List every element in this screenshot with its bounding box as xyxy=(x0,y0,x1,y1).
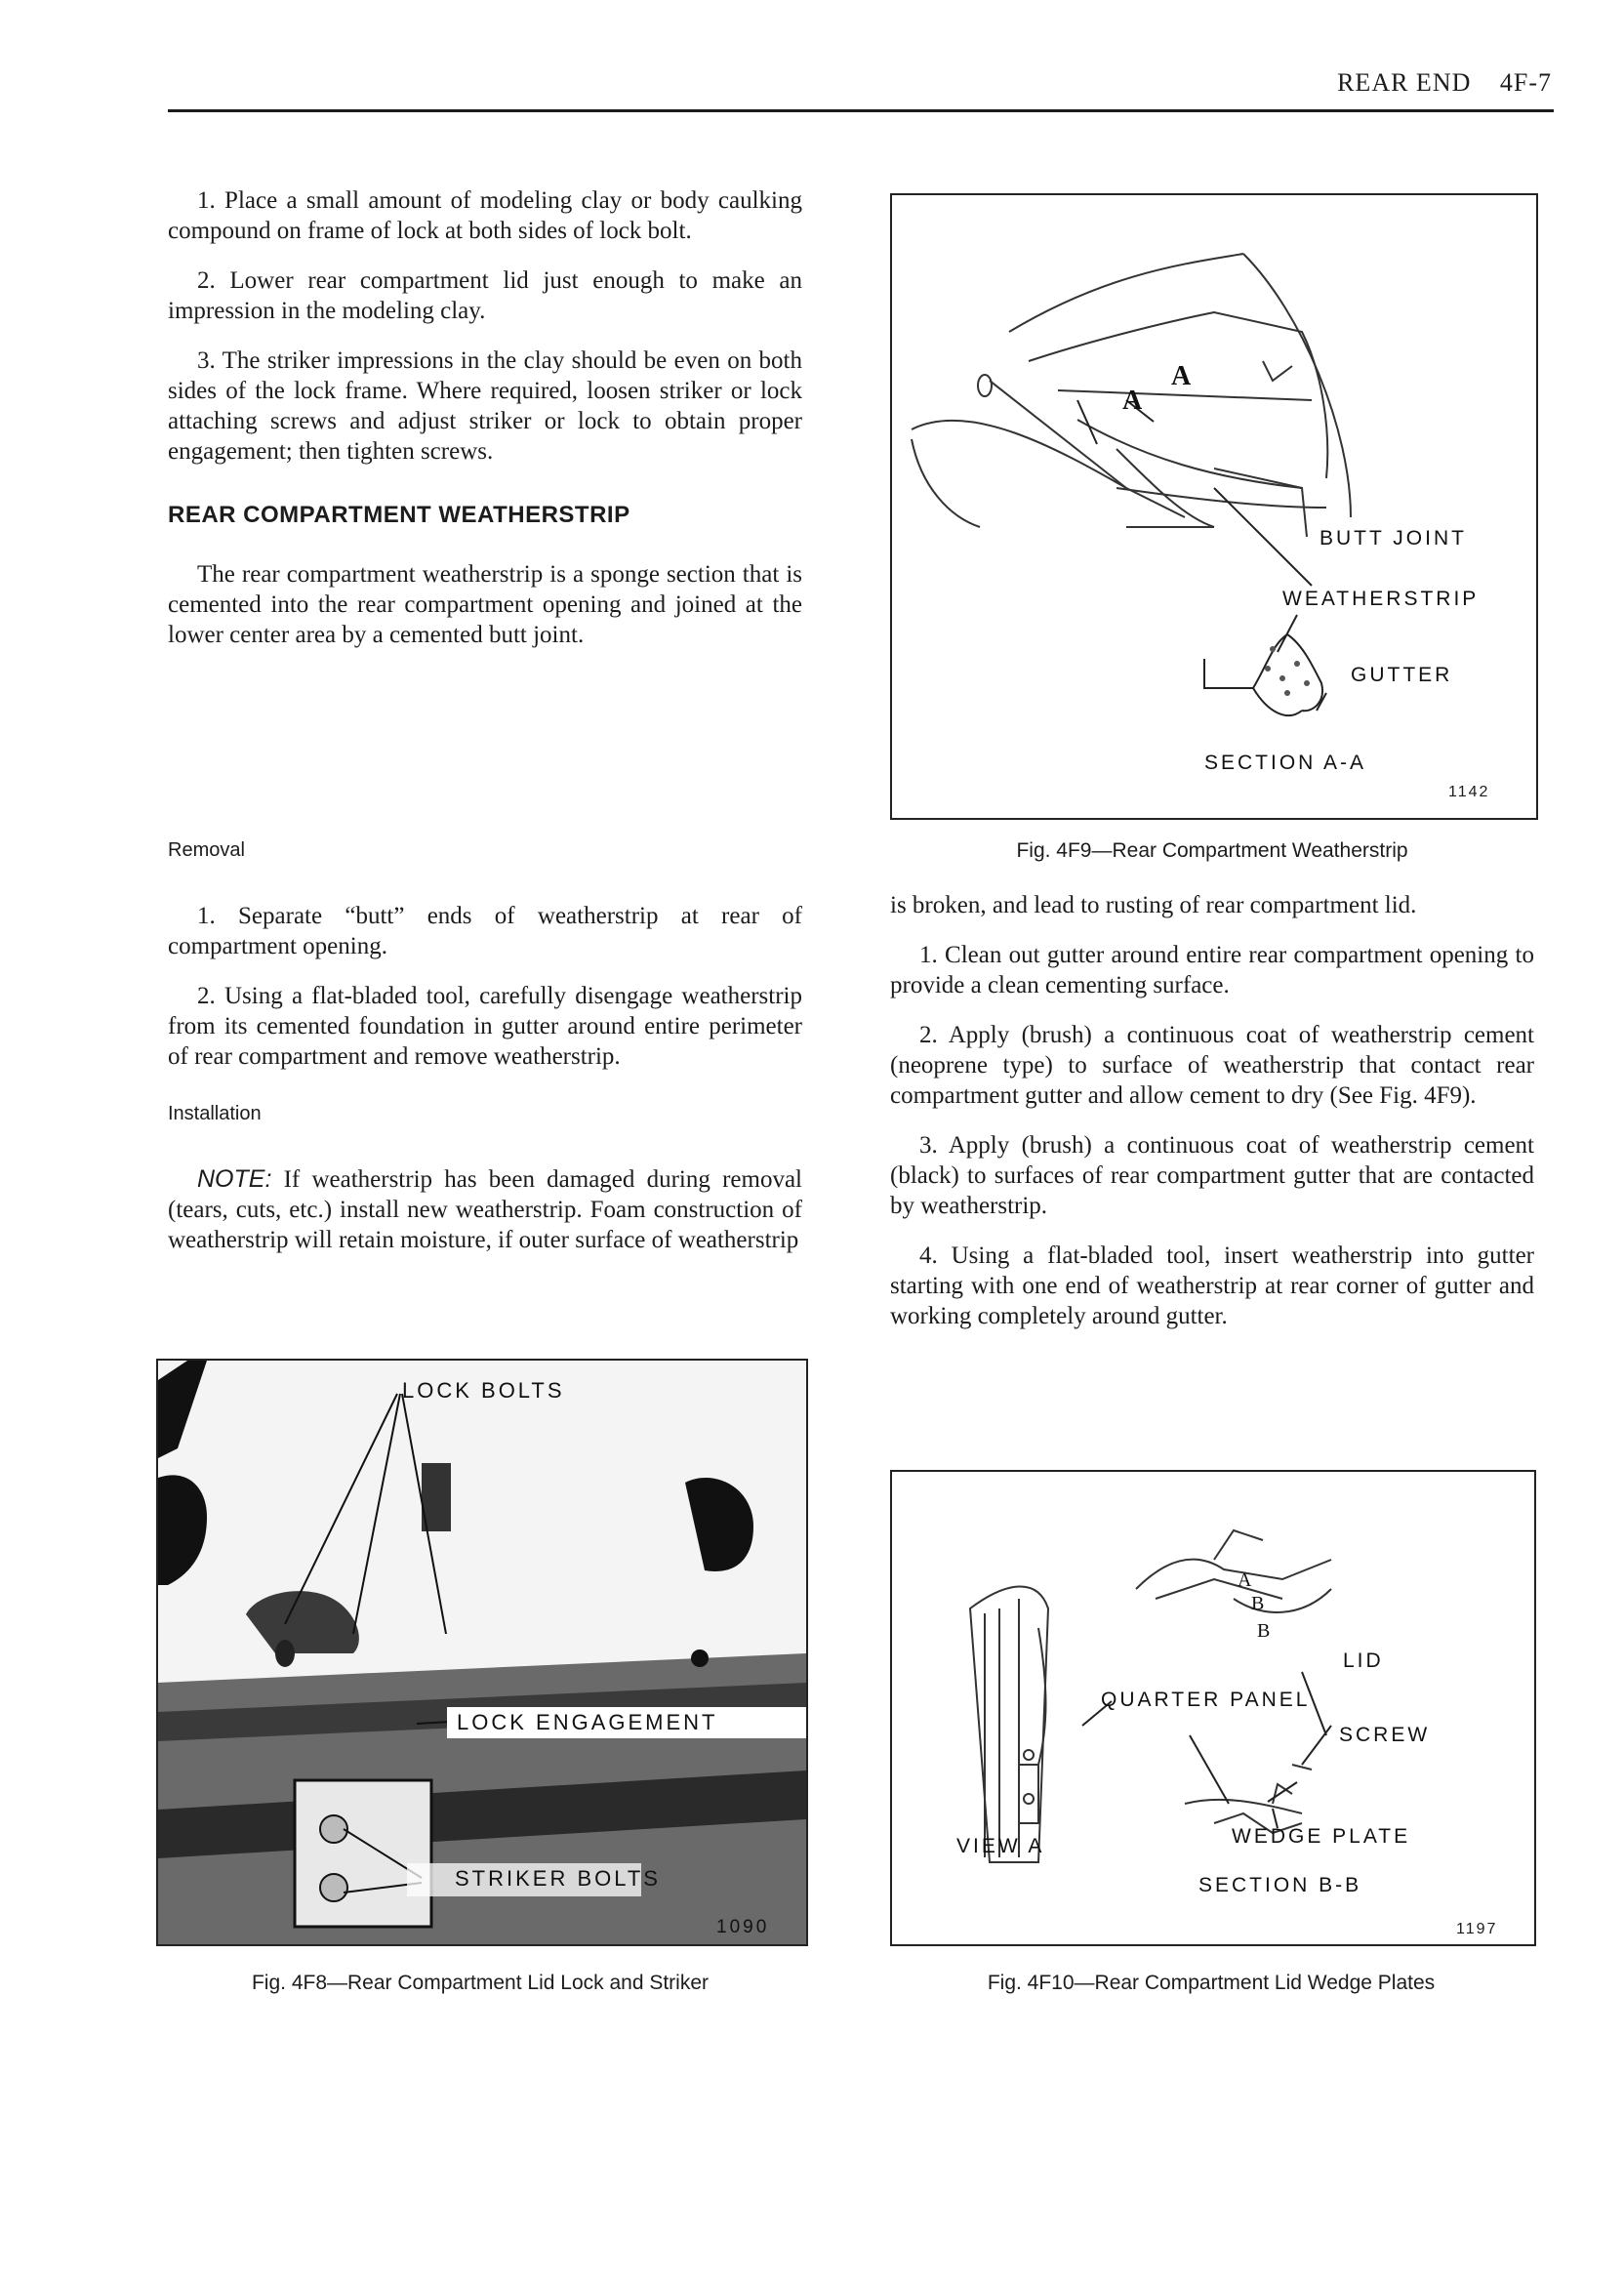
label-section-a-a: SECTION A-A xyxy=(1204,752,1367,774)
figure-number-1142: 1142 xyxy=(1448,784,1490,800)
label-butt-joint: BUTT JOINT xyxy=(1320,527,1467,550)
install-step-2: 2. Apply (brush) a continuous coat of weatherstrip cement (neoprene type) to surface of weatherstrip that contact rear compartment gutter and allow cement to dry (See Fig. 4F9). xyxy=(890,1022,1534,1109)
removal-step-2: 2. Using a flat-bladed tool, carefully disengage weatherstrip from its cemented foundation in gutter around entire perimeter of rear compartment and remove weatherstrip. xyxy=(168,983,802,1070)
left-column-middle xyxy=(168,835,802,1275)
label-lid: LID xyxy=(1343,1649,1384,1672)
note-label: NOTE: xyxy=(197,1165,272,1193)
label-weatherstrip: WEATHERSTRIP xyxy=(1282,588,1480,610)
intro-step-3: 3. The striker impressions in the clay should be even on both sides of the lock frame. Where required, loosen striker or lock attaching screws and adjust striker or lock to obtain proper engagement; then tighten screws. xyxy=(168,347,802,465)
caption-fig-4f9: Fig. 4F9—Rear Compartment Weatherstrip xyxy=(1016,839,1408,862)
label-wedge-plate: WEDGE PLATE xyxy=(1232,1825,1411,1848)
label-b-upper: B xyxy=(1251,1593,1265,1614)
label-a-view: A xyxy=(1238,1569,1252,1591)
figure-number-1090: 1090 xyxy=(716,1917,770,1937)
intro-step-1: 1. Place a small amount of modeling clay or body caulking compound on frame of lock at both sides of lock bolt. xyxy=(168,187,802,244)
continued-paragraph: is broken, and lead to rusting of rear compartment lid. xyxy=(890,892,1417,918)
left-column-top xyxy=(168,185,802,670)
running-header xyxy=(1259,68,1552,98)
caption-fig-4f8: Fig. 4F8—Rear Compartment Lid Lock and Striker xyxy=(251,1972,710,1994)
section-heading: REAR COMPARTMENT WEATHERSTRIP xyxy=(168,502,630,528)
caption-fig-4f10: Fig. 4F10—Rear Compartment Lid Wedge Plates xyxy=(987,1972,1436,1994)
label-a-left: A xyxy=(1122,386,1146,416)
label-a-right: A xyxy=(1171,361,1195,391)
label-section-b-b: SECTION B-B xyxy=(1198,1874,1362,1896)
header-page-number: 4F-7 xyxy=(1499,68,1552,97)
trunk-weatherstrip-drawing xyxy=(892,195,1536,818)
label-lock-engagement: LOCK ENGAGEMENT xyxy=(457,1710,718,1734)
section-paragraph: The rear compartment weatherstrip is a sponge section that is cemented into the rear compartment opening and joined at the lower center area by a cemented butt joint. xyxy=(168,561,802,648)
figure-4f9 xyxy=(890,193,1538,820)
label-b-lower: B xyxy=(1257,1620,1271,1642)
figure-4f10 xyxy=(890,1470,1536,1946)
figure-number-1197: 1197 xyxy=(1456,1921,1498,1937)
note-text: If weatherstrip has been damaged during removal (tears, cuts, etc.) install new weatherstrip. Foam construction of weatherstrip will retain moisture, if outer surface of weatherstrip xyxy=(168,1166,802,1253)
right-column xyxy=(890,890,1534,1351)
label-gutter: GUTTER xyxy=(1351,664,1453,686)
install-step-3: 3. Apply (brush) a continuous coat of weatherstrip cement (black) to surfaces of rear compartment gutter that are contacted by weatherstrip. xyxy=(890,1132,1534,1219)
label-quarter-panel: QUARTER PANEL xyxy=(1101,1689,1311,1711)
note-paragraph xyxy=(168,1164,802,1255)
removal-heading: Removal xyxy=(168,839,245,861)
removal-step-1: 1. Separate “butt” ends of weatherstrip at rear of compartment opening. xyxy=(168,903,802,959)
label-striker-bolts: STRIKER BOLTS xyxy=(455,1866,661,1891)
install-step-4: 4. Using a flat-bladed tool, insert weatherstrip into gutter starting with one end of weatherstrip at rear corner of gutter and working completely around gutter. xyxy=(890,1242,1534,1329)
label-view-a: VIEW A xyxy=(956,1835,1045,1857)
label-screw: SCREW xyxy=(1339,1724,1431,1746)
header-rule xyxy=(168,109,1554,112)
figure-4f8 xyxy=(156,1359,808,1946)
header-section-title: REAR END xyxy=(1337,68,1472,97)
install-step-1: 1. Clean out gutter around entire rear compartment opening to provide a clean cementing surface. xyxy=(890,942,1534,998)
installation-heading: Installation xyxy=(168,1103,262,1124)
lock-striker-photo xyxy=(158,1361,806,1944)
label-lock-bolts: LOCK BOLTS xyxy=(402,1378,565,1403)
intro-step-2: 2. Lower rear compartment lid just enough to make an impression in the modeling clay. xyxy=(168,267,802,324)
